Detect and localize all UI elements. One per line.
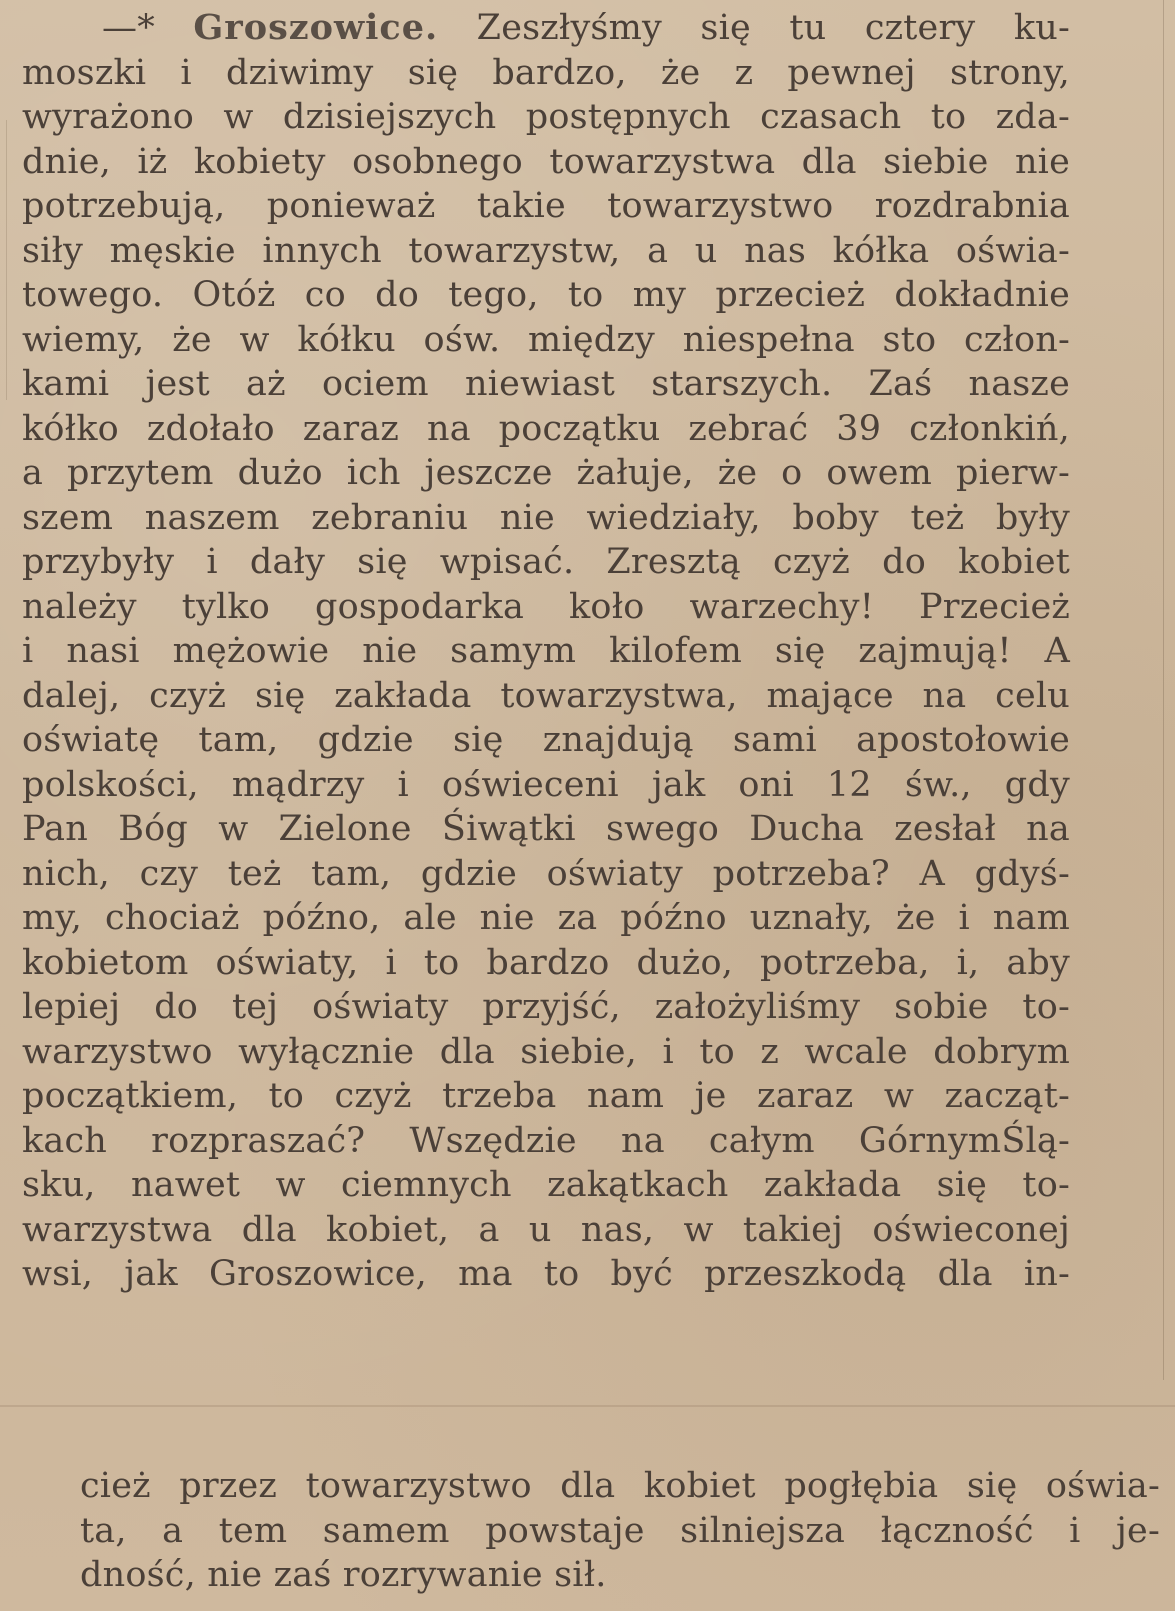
article-first-line-text: Zeszłyśmy się tu cztery ku- [476,8,1071,48]
margin-rule [6,120,7,400]
article-line: wsi, jak Groszowice, ma to być przeszkodą dla in- [22,1254,1070,1294]
article-line: siły męskie innych towarzystw, a u nas kółka oświa- [22,230,1070,271]
article-line: a przytem dużo ich jeszcze żałuje, że o owem pierw- [22,453,1070,493]
article-line: warzystwo wyłącznie dla siebie, i to z wcale dobrym [22,1031,1070,1072]
article-tail-line: dność, nie zaś rozrywanie sił. [80,1555,607,1595]
article-line: moszki i dziwimy się bardzo, że z pewnej strony, [22,52,1070,93]
article-line: my, chociaż późno, ale nie za późno uznały, że i nam [22,898,1070,938]
article-line: potrzebują, ponieważ takie towarzystwo rozdrabnia [22,186,1070,226]
article-line: sku, nawet w ciemnych zakątkach zakłada się to- [22,1165,1070,1205]
article-heading: Groszowice. [193,7,439,48]
article-line: wiemy, że w kółku ośw. między niespełna sto człon- [22,319,1070,360]
article-tail-line: cież przez towarzystwo dla kobiet pogłębia się oświa- [80,1466,1160,1506]
article-line: dnie, iż kobiety osobnego towarzystwa dla siebie nie [22,141,1070,182]
article-body [22,6,1070,1297]
article-marker: —* [102,8,155,48]
article-line: oświatę tam, gdzie się znajdują sami apostołowie [22,720,1070,760]
article-line: należy tylko gospodarka koło warzechy! Przecież [22,586,1070,627]
article-line: przybyły i dały się wpisać. Zresztą czyż do kobiet [22,542,1070,582]
article-line: polskości, mądrzy i oświeceni jak oni 12 św., gdy [22,764,1070,805]
article-line: szem naszem zebraniu nie wiedziały, boby też były [22,497,1070,538]
article-line: kółko zdołało zaraz na początku zebrać 39 członkiń, [22,408,1070,449]
article-line: dalej, czyż się zakłada towarzystwa, mające na celu [22,675,1070,716]
article-line: i nasi mężowie nie samym kilofem się zajmują! A [22,631,1070,671]
article-tail-line: ta, a tem samem powstaje silniejsza łączność i je- [80,1510,1160,1551]
article-first-line [22,6,1070,51]
article-line: warzystwa dla kobiet, a u nas, w takiej oświeconej [22,1209,1070,1250]
article-line: kobietom oświaty, i to bardzo dużo, potrzeba, i, aby [22,942,1070,983]
article-line: Pan Bóg w Zielone Śiwątki swego Ducha zesłał na [22,809,1070,849]
column-rule [1163,0,1164,1380]
article-line: kach rozpraszać? Wszędzie na całym GórnymŚlą- [22,1120,1070,1161]
fold-line [0,1405,1175,1407]
article-line: towego. Otóż co do tego, to my przecież dokładnie [22,275,1070,315]
article-line: lepiej do tej oświaty przyjść, założyliśmy sobie to- [22,987,1070,1027]
article-line: wyrażono w dzisiejszych postępnych czasach to zda- [22,97,1070,137]
article-line: kami jest aż ociem niewiast starszych. Zaś nasze [22,364,1070,404]
article-continuation [80,1464,1160,1598]
article-line: nich, czy też tam, gdzie oświaty potrzeba? A gdyś- [22,853,1070,894]
article-line: początkiem, to czyż trzeba nam je zaraz w zacząt- [22,1076,1070,1116]
